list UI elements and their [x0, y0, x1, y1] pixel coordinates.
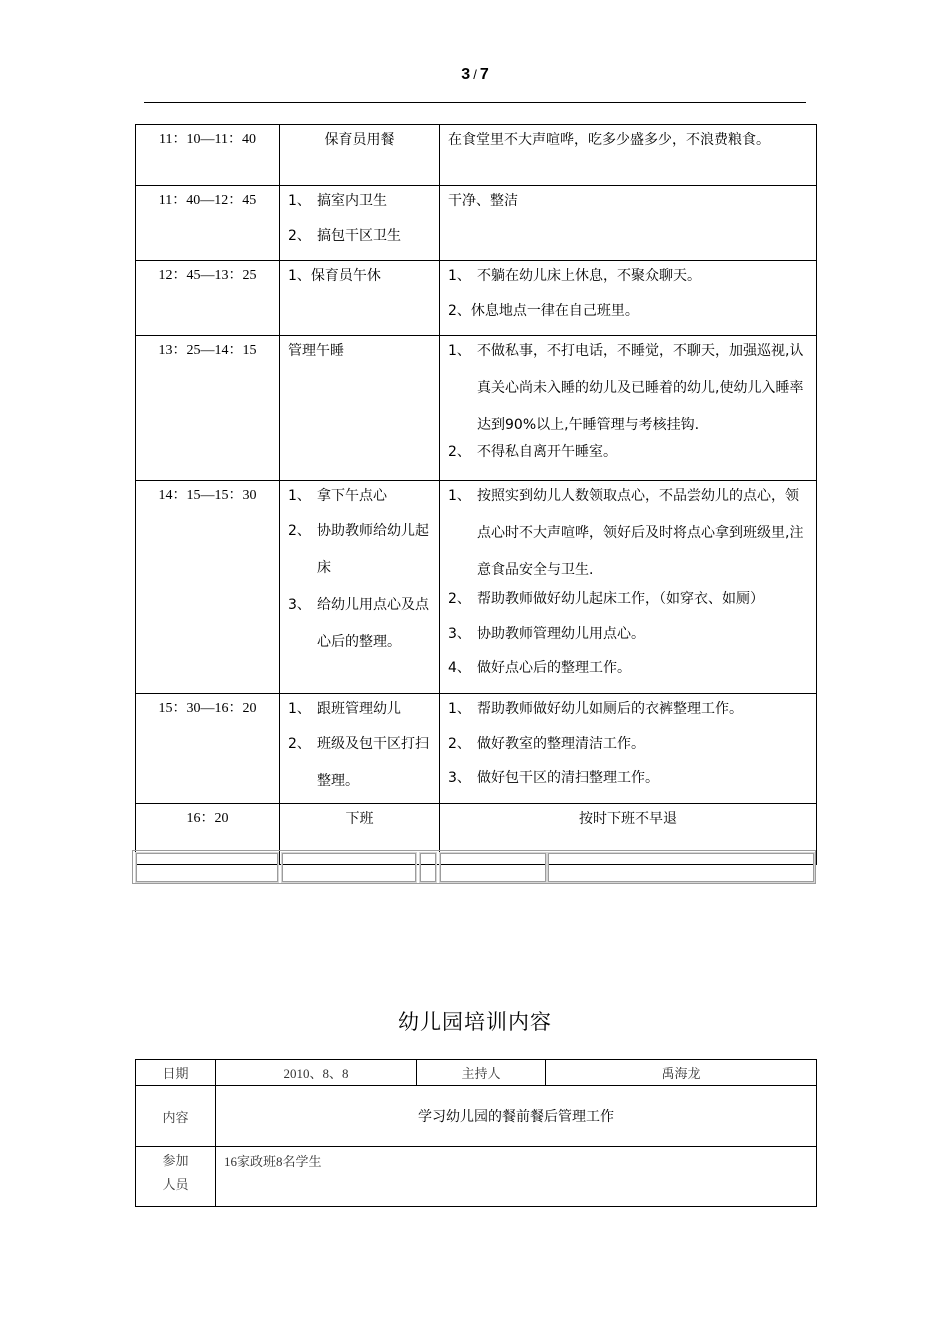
table-row: [136, 336, 817, 481]
page-total: 7: [479, 66, 489, 83]
requirement-cell: [440, 694, 817, 804]
time-cell: 14：15—15：30: [136, 481, 280, 694]
table-row: [136, 186, 817, 261]
participants-value: 16家政班8名学生: [216, 1147, 817, 1207]
page-separator: /: [473, 67, 477, 82]
participants-label: 参加 人员: [136, 1147, 216, 1207]
table-row: [136, 125, 817, 186]
date-value: 2010、8、8: [216, 1060, 417, 1086]
requirement-item: 3、 做好包干区的清扫整理工作。: [448, 770, 659, 786]
requirement-text: 干净、整洁: [448, 193, 518, 209]
empty-cell: [548, 853, 814, 882]
content-label: 内容: [136, 1086, 216, 1147]
table-row: [136, 1060, 817, 1086]
task-item: 1、 跟班管理幼儿: [288, 701, 401, 717]
requirement-item: 2、 不得私自离开午睡室。: [448, 444, 617, 460]
task-text: 下班: [345, 810, 374, 827]
requirement-item: 3、 协助教师管理幼儿用点心。: [448, 625, 645, 642]
time-cell: 11：10—11：40: [136, 125, 280, 186]
task-item: 2、 协助教师给幼儿起床: [288, 522, 429, 576]
requirement-item: 4、 做好点心后的整理工作。: [448, 660, 631, 676]
content-value: 学习幼儿园的餐前餐后管理工作: [216, 1086, 817, 1147]
requirement-item: 2、休息地点一律在自己班里。: [448, 302, 639, 319]
task-cell: [280, 261, 440, 336]
requirement-text: 按时下班不早退: [579, 810, 677, 827]
task-item: 1、 拿下午点心: [288, 488, 387, 504]
task-text: 1、保育员午休: [288, 268, 381, 284]
requirement-text: 在食堂里不大声喧哗，吃多少盛多少，不浪费粮食。: [448, 132, 770, 148]
empty-table-cells: [132, 850, 816, 884]
task-cell: [280, 186, 440, 261]
schedule-table: [135, 124, 817, 865]
empty-cell: [420, 853, 436, 882]
task-cell: [280, 336, 440, 481]
empty-cell: [136, 853, 278, 882]
time-cell: 16：20: [136, 803, 280, 864]
empty-cell: [282, 853, 416, 882]
task-cell: [280, 481, 440, 694]
requirement-cell: [440, 261, 817, 336]
requirement-cell: [440, 336, 817, 481]
time-cell: 12：45—13：25: [136, 261, 280, 336]
requirement-cell: [440, 125, 817, 186]
task-item: 2、 班级及包干区打扫整理。: [288, 735, 429, 789]
requirement-cell: [440, 481, 817, 694]
task-item: 2、 搞包干区卫生: [288, 227, 401, 244]
host-value: 禹海龙: [546, 1060, 817, 1086]
time-cell: 15：30—16：20: [136, 694, 280, 804]
requirement-item: 2、 帮助教师做好幼儿起床工作，（如穿衣、如厕）: [448, 591, 764, 607]
requirement-cell: [440, 186, 817, 261]
requirement-item: 1、 不做私事，不打电话，不睡觉，不聊天，加强巡视,认真关心尚未入睡的幼儿及已睡着的幼儿,使幼儿入睡率达到90%以上,午睡管理与考核挂钩.: [448, 343, 804, 433]
header-rule: [144, 102, 806, 103]
requirement-item: 2、 做好教室的整理清洁工作。: [448, 735, 645, 752]
requirement-item: 1、 按照实到幼儿人数领取点心，不品尝幼儿的点心，领点心时不大声喧哗，领好后及时将点心拿到班级里,注意食品安全与卫生.: [448, 488, 804, 578]
requirement-item: 1、 帮助教师做好幼儿如厕后的衣裤整理工作。: [448, 701, 743, 717]
time-cell: 11：40—12：45: [136, 186, 280, 261]
task-text: 管理午睡: [288, 343, 344, 359]
page-current: 3: [461, 66, 471, 83]
host-label: 主持人: [417, 1060, 546, 1086]
requirement-item: 1、 不躺在幼儿床上休息，不聚众聊天。: [448, 268, 701, 284]
date-label: 日期: [136, 1060, 216, 1086]
table-row: [136, 261, 817, 336]
task-text: 保育员用餐: [324, 132, 395, 148]
task-item: 3、 给幼儿用点心及点心后的整理。: [288, 596, 429, 650]
table-row: [136, 694, 817, 804]
empty-cell: [440, 853, 546, 882]
table-row: [136, 1086, 817, 1147]
task-cell: [280, 694, 440, 804]
table-row: [136, 481, 817, 694]
training-table: [135, 1059, 817, 1207]
task-cell: [280, 125, 440, 186]
task-item: 1、 搞室内卫生: [288, 193, 387, 209]
page-number: [0, 66, 950, 84]
time-cell: 13：25—14：15: [136, 336, 280, 481]
training-title: 幼儿园培训内容: [398, 1010, 552, 1034]
table-row: [136, 1147, 817, 1207]
